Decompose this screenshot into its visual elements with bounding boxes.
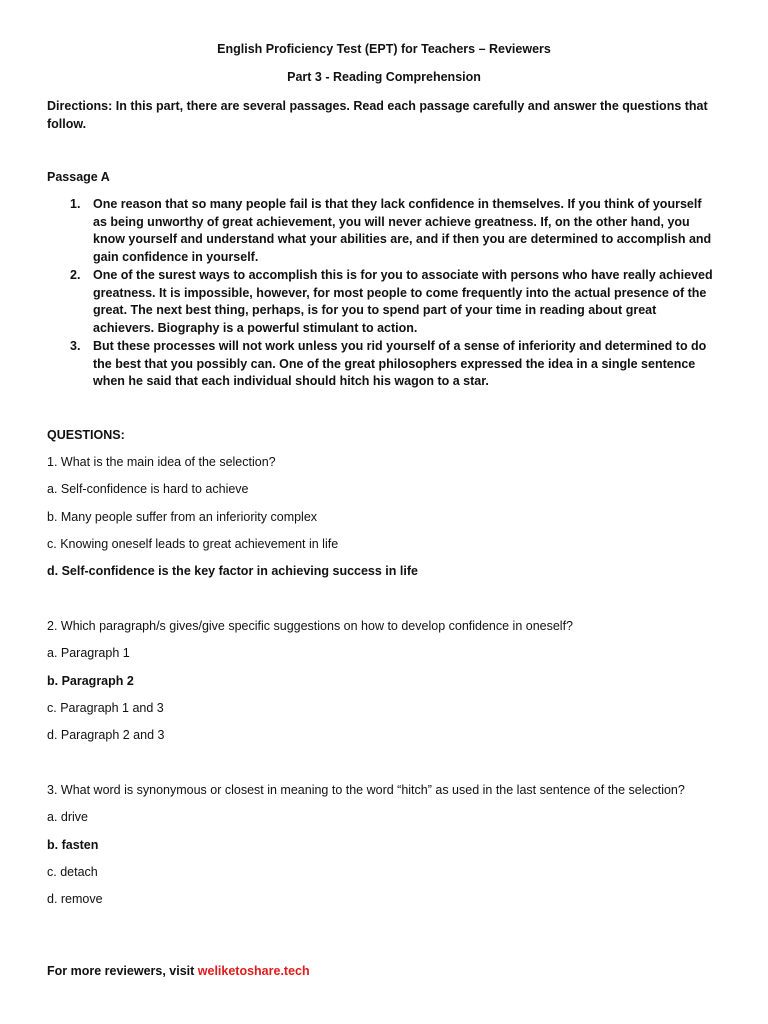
passage-label: Passage A	[47, 170, 110, 184]
paragraph-number: 2.	[70, 268, 81, 282]
choice-2b: b. Paragraph 2	[47, 674, 134, 688]
document-title: English Proficiency Test (EPT) for Teachers – Reviewers	[217, 42, 551, 56]
part-title: Part 3 - Reading Comprehension	[287, 70, 481, 84]
choice-3b: b. fasten	[47, 838, 99, 852]
choice-1c: c. Knowing oneself leads to great achievement in life	[47, 537, 339, 551]
choice-2d: d. Paragraph 2 and 3	[47, 728, 165, 742]
passage-paragraph-2	[70, 267, 720, 339]
paragraph-text: One reason that so many people fail is that they lack confidence in themselves. If you think of yourself as being unworthy of great achievement, you will never achieve greatness. If, on the other hand, you know yourself and understand what your abilities are, and if then you are determined to accomplish and gain confidence in yourself.	[93, 197, 712, 265]
choice-1a: a. Self-confidence is hard to achieve	[47, 482, 249, 496]
choice-3c: c. detach	[47, 865, 98, 879]
passage-paragraph-1	[70, 196, 720, 268]
choice-2c: c. Paragraph 1 and 3	[47, 701, 164, 715]
question-1: 1. What is the main idea of the selection?	[47, 455, 276, 469]
choice-3d: d. remove	[47, 892, 103, 906]
paragraph-text: But these processes will not work unless you rid yourself of a sense of inferiority and determined to do the best that you possibly can. One of the great philosophers expressed the idea in a single sentence when he said that each individual should hitch his wagon to a star.	[93, 339, 707, 389]
passage-paragraph-3	[70, 338, 720, 392]
paragraph-text: One of the surest ways to accomplish this is for you to associate with persons who have really achieved greatness. It is impossible, however, for most people to come frequently into the actual presence of the great. The next best thing, perhaps, is for you to spend part of your time in reading about great achievers. Biography is a powerful stimulant to action.	[93, 268, 713, 336]
footer-link[interactable]: weliketoshare.tech	[197, 964, 310, 978]
question-2: 2. Which paragraph/s gives/give specific suggestions on how to develop confidence in oneself?	[47, 619, 574, 633]
paragraph-number: 3.	[70, 339, 81, 353]
footer	[47, 964, 310, 978]
choice-1b: b. Many people suffer from an inferiority complex	[47, 510, 318, 524]
question-3: 3. What word is synonymous or closest in meaning to the word “hitch” as used in the last sentence of the selection?	[47, 783, 685, 797]
choice-3a: a. drive	[47, 810, 88, 824]
footer-text: For more reviewers, visit	[47, 964, 198, 978]
choice-2a: a. Paragraph 1	[47, 646, 130, 660]
questions-heading: QUESTIONS:	[47, 428, 125, 442]
choice-1d: d. Self-confidence is the key factor in achieving success in life	[47, 564, 418, 578]
directions-text: Directions: In this part, there are several passages. Read each passage carefully and answer the questions that follow.	[47, 99, 708, 131]
paragraph-number: 1.	[70, 197, 81, 211]
